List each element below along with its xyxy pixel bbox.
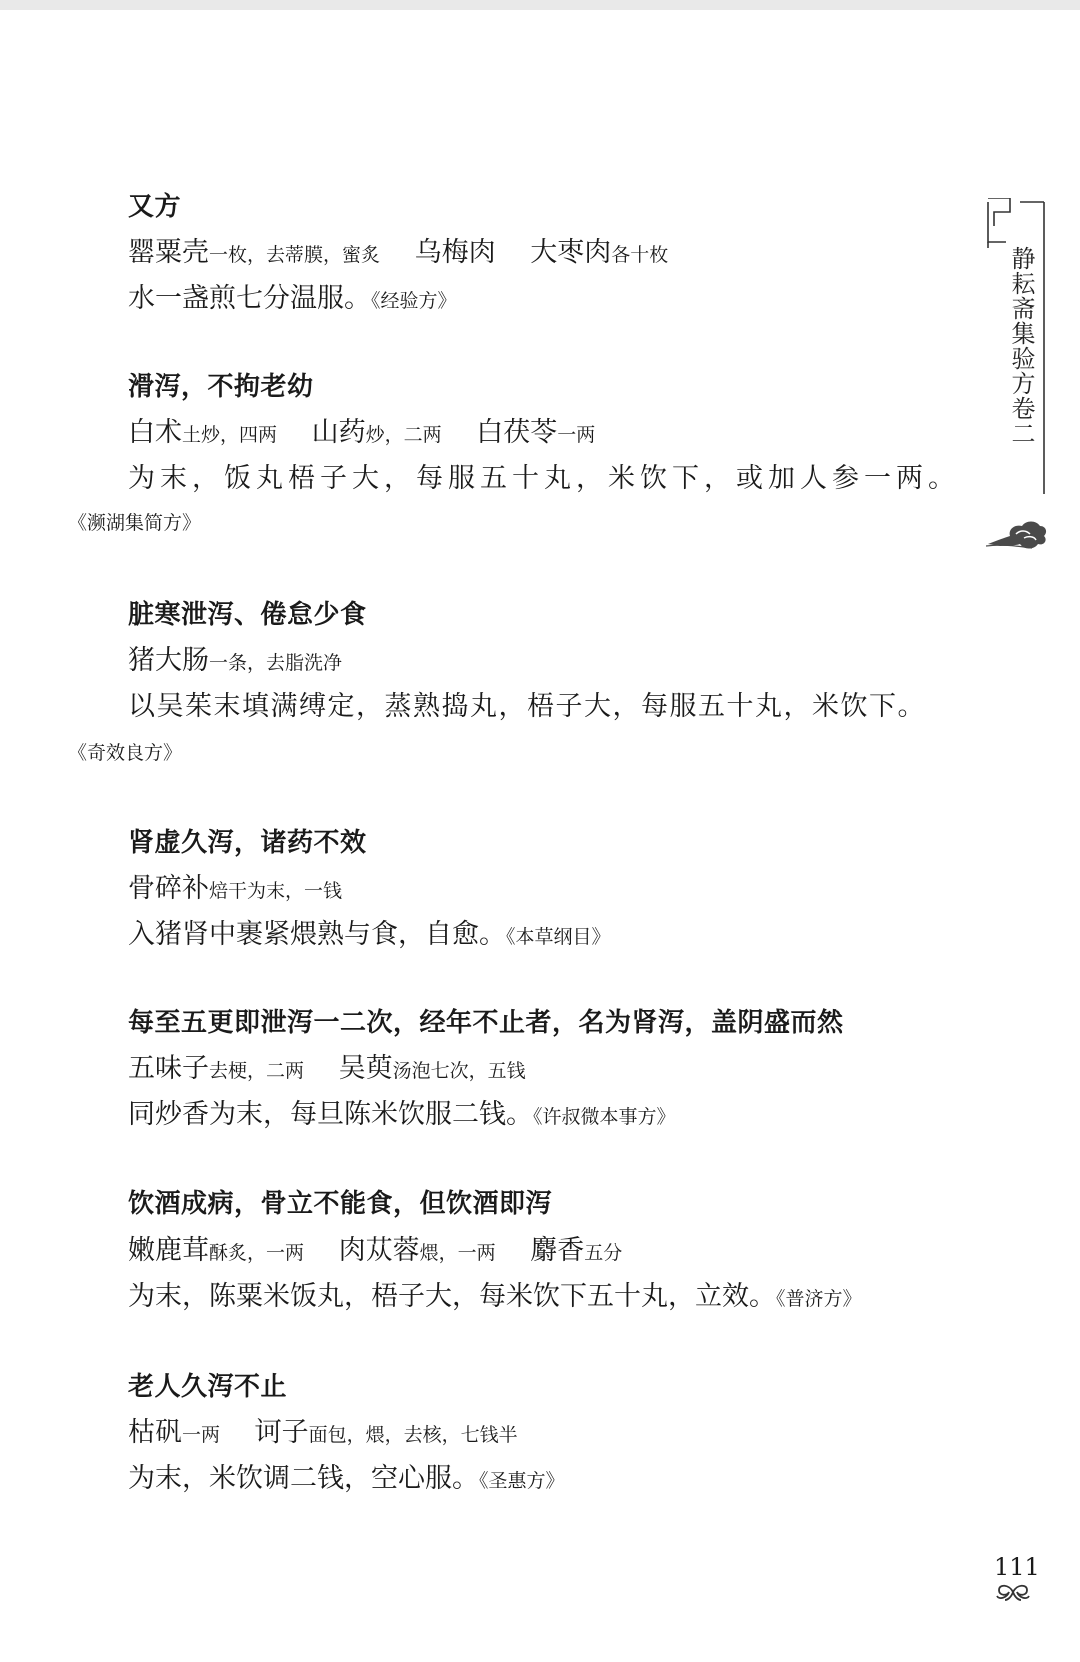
ingredient-name: 白术 xyxy=(128,417,182,448)
ingredient-note: 酥炙，一两 xyxy=(209,1242,305,1264)
entry-heading: 又方 xyxy=(128,192,182,222)
ingredient-name: 大枣肉 xyxy=(530,237,612,268)
ingredient-name: 罂粟壳 xyxy=(128,237,209,268)
ingredient-note: 面包，煨，去核，七钱半 xyxy=(308,1424,518,1446)
ingredient-line xyxy=(128,410,595,449)
entry-heading: 脏寒泄泻、倦怠少食 xyxy=(128,600,367,630)
ingredient-note: 土炒，四两 xyxy=(182,424,278,446)
source-citation: 《濒湖集简方》 xyxy=(68,512,202,534)
ingredient-name: 猪大肠 xyxy=(128,645,209,676)
source-citation: 《圣惠方》 xyxy=(479,1470,565,1492)
ingredient-name: 山药 xyxy=(311,417,366,448)
method-text: 为末，陈粟米饭丸，梧子大，每米饮下五十丸，立效。 xyxy=(128,1281,776,1312)
ingredient-note: 一两 xyxy=(557,424,596,446)
source-citation: 《奇效良方》 xyxy=(68,742,183,764)
method-text: 为末，饭丸梧子大，每服五十丸，米饮下，或加人参一两。 xyxy=(128,463,960,494)
ingredient-name: 五味子 xyxy=(128,1053,209,1084)
ingredient-name: 嫩鹿茸 xyxy=(128,1235,209,1266)
ingredient-note: 一条，去脂洗净 xyxy=(209,652,343,674)
ingredient-note: 煨，一两 xyxy=(419,1242,496,1264)
ingredient-name: 枯矾 xyxy=(128,1417,182,1448)
ingredient-note: 一枚，去蒂膜，蜜炙 xyxy=(209,244,381,266)
method-line xyxy=(128,912,611,951)
ingredient-line xyxy=(128,1228,622,1267)
page-top-edge xyxy=(0,0,1080,10)
ingredient-name: 骨碎补 xyxy=(128,873,209,904)
ingredient-line xyxy=(128,230,668,269)
source-citation: 《本草纲目》 xyxy=(506,926,611,948)
ingredient-line xyxy=(128,638,342,677)
method-line xyxy=(128,276,457,315)
chapter-title: 静耘斋集验方卷二 xyxy=(1007,246,1035,446)
ingredient-line xyxy=(128,1046,526,1085)
source-citation: 《许叔微本事方》 xyxy=(533,1106,676,1128)
method-text: 入猪肾中裹紧煨熟与食，自愈。 xyxy=(128,919,506,950)
method-text: 以吴茱末填满缚定，蒸熟捣丸，梧子大，每服五十丸，米饮下。 xyxy=(128,691,926,722)
method-line xyxy=(128,1456,565,1495)
source-citation: 《经验方》 xyxy=(371,290,457,312)
ingredient-name: 乌梅肉 xyxy=(414,237,496,268)
entry-heading: 每至五更即泄泻一二次，经年不止者，名为肾泻，盖阴盛而然 xyxy=(128,1008,844,1038)
ingredient-note: 炒，二两 xyxy=(365,424,442,446)
ingredient-note: 汤泡七次，五钱 xyxy=(392,1060,526,1082)
ingredient-name: 吴萸 xyxy=(338,1053,393,1084)
ingredient-name: 白茯苓 xyxy=(476,417,558,448)
cloud-ornament-icon xyxy=(986,516,1048,552)
page-ornament-icon xyxy=(995,1582,1031,1602)
method-text: 为末，米饮调二钱，空心服。 xyxy=(128,1463,479,1494)
entry-heading: 饮酒成病，骨立不能食，但饮酒即泻 xyxy=(128,1189,553,1219)
source-citation: 《普济方》 xyxy=(776,1288,862,1310)
page-number: 111 xyxy=(994,1553,1040,1581)
method-line xyxy=(128,1092,676,1131)
ingredient-note: 去梗，二两 xyxy=(209,1060,305,1082)
ingredient-name: 诃子 xyxy=(254,1417,309,1448)
ingredient-name: 麝香 xyxy=(530,1235,585,1266)
method-text: 水一盏煎七分温服。 xyxy=(128,283,371,314)
method-text: 同炒香为末，每旦陈米饮服二钱。 xyxy=(128,1099,533,1130)
ingredient-line xyxy=(128,866,342,905)
ingredient-note: 五分 xyxy=(584,1242,623,1264)
ingredient-note: 焙干为末，一钱 xyxy=(209,880,343,902)
method-line xyxy=(128,1274,862,1313)
ingredient-line xyxy=(128,1410,518,1449)
ingredient-note: 一两 xyxy=(182,1424,221,1446)
entry-heading: 滑泻，不拘老幼 xyxy=(128,372,314,402)
entry-heading: 老人久泻不止 xyxy=(128,1372,288,1402)
ingredient-name: 肉苁蓉 xyxy=(338,1235,420,1266)
ingredient-note: 各十枚 xyxy=(611,244,669,266)
entry-heading: 肾虚久泻，诸药不效 xyxy=(128,828,367,858)
